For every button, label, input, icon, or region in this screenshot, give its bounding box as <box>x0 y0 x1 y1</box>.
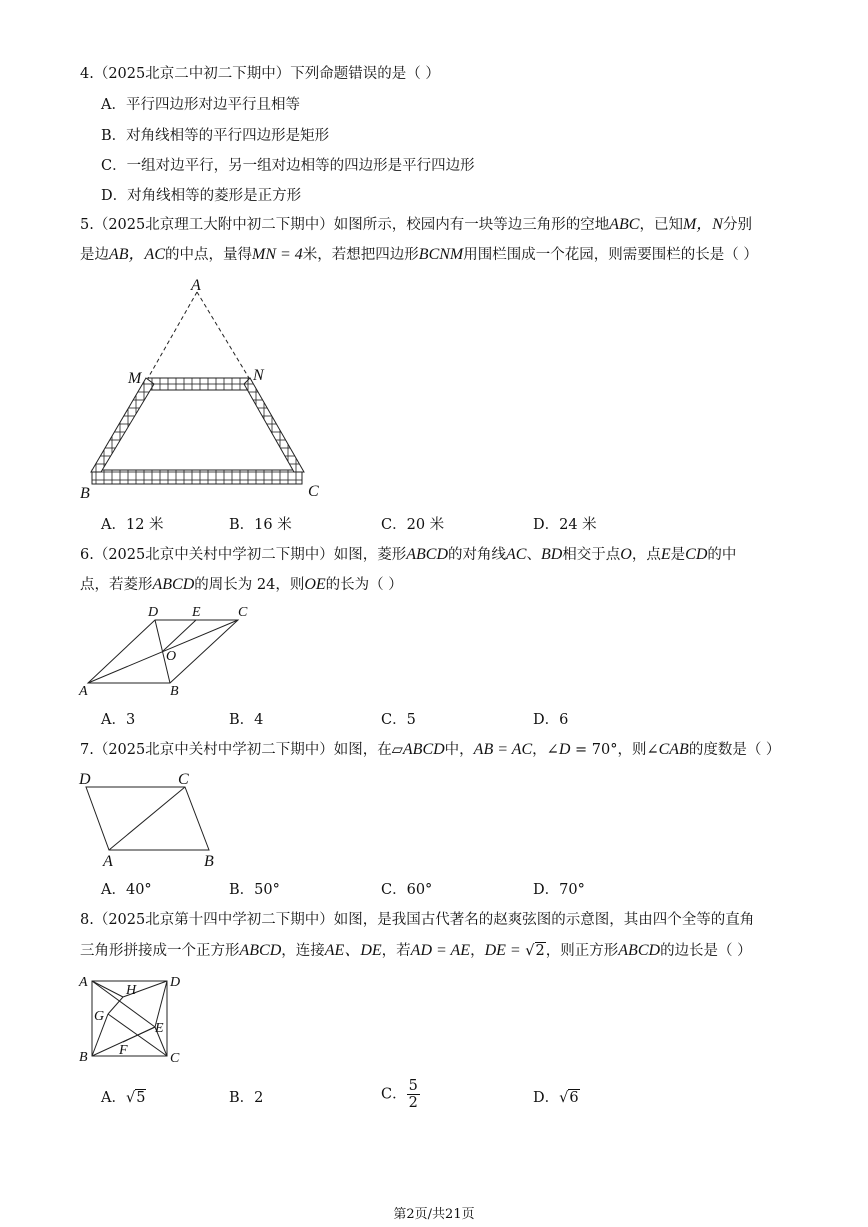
q8-label-b: B <box>79 1050 88 1065</box>
q8-label-d: D <box>170 975 181 990</box>
q4-option-c: C．一组对边平行，另一组对边相等的四边形是平行四边形 <box>101 158 475 174</box>
q8-label-h: H <box>126 983 137 998</box>
q4-option-a: A．平行四边形对边平行且相等 <box>101 97 300 113</box>
page-footer: 第2页/共21页 <box>393 1207 475 1222</box>
q6-answer-c: C．5 <box>381 712 416 728</box>
q6-label-e: E <box>192 605 201 620</box>
q5-stem-line1: 5.（2025北京理工大附中初二下期中）如图所示，校园内有一块等边三角形的空地ABC，已知M，N分别 <box>80 216 752 233</box>
q6-label-o: O <box>166 649 177 664</box>
q7-parallelogram-figure <box>86 787 209 850</box>
q6-label-c: C <box>238 605 248 620</box>
q6-label-b: B <box>170 684 179 699</box>
q8-stem-line2: 三角形拼接成一个正方形ABCD，连接AE、DE，若AD = AE，DE = √2，则正方形ABCD的边长是（ ） <box>80 942 752 959</box>
q8-label-c: C <box>170 1051 180 1066</box>
q5-label-n: N <box>253 367 264 384</box>
q5-answer-d: D．24 米 <box>533 517 597 533</box>
q7-answer-c: C．60° <box>381 882 433 898</box>
q8-answer-a: A．√5 <box>101 1090 146 1106</box>
q7-label-a: A <box>103 853 113 870</box>
q6-stem-line2: 点，若菱形ABCD的周长为 24，则OE的长为（ ） <box>80 576 403 593</box>
q4-stem: 4.（2025北京二中初二下期中）下列命题错误的是（ ） <box>80 66 440 82</box>
q4-option-b: B．对角线相等的平行四边形是矩形 <box>101 128 330 144</box>
q5-label-c: C <box>308 483 319 500</box>
q7-answer-a: A．40° <box>101 882 152 898</box>
q8-answer-d: D．√6 <box>533 1090 579 1106</box>
q5-label-m: M <box>128 370 142 387</box>
q6-answer-a: A．3 <box>101 712 136 728</box>
q8-stem-line1: 8.（2025北京第十四中学初二下期中）如图，是我国古代著名的赵爽弦图的示意图，其由四个全等的直角 <box>80 912 755 928</box>
q8-answer-b: B．2 <box>229 1090 264 1106</box>
q7-answer-b: B．50° <box>229 882 280 898</box>
q6-label-a: A <box>79 684 88 699</box>
q7-answer-d: D．70° <box>533 882 585 898</box>
q8-label-f: F <box>119 1043 128 1058</box>
q5-label-b: B <box>80 485 90 502</box>
q5-answer-a: A．12 米 <box>101 517 164 533</box>
q5-stem-line2: 是边AB，AC的中点，量得MN = 4米，若想把四边形BCNM用围栏围成一个花园，则需要围栏的长是（ ） <box>80 246 758 263</box>
q5-answer-c: C．20 米 <box>381 517 445 533</box>
q6-answer-b: B．4 <box>229 712 264 728</box>
q4-option-d: D．对角线相等的菱形是正方形 <box>101 188 302 204</box>
q6-label-d: D <box>148 605 159 620</box>
q7-stem: 7.（2025北京中关村中学初二下期中）如图，在▱ABCD中，AB = AC，∠D = 70°，则∠CAB的度数是（ ） <box>80 741 781 758</box>
q8-answer-c: C． $\frac{5}{2}$ <box>381 1078 418 1111</box>
q5-label-a: A <box>191 277 201 294</box>
q6-rhombus-figure <box>88 620 238 683</box>
q7-label-b: B <box>204 853 214 870</box>
q7-label-c: C <box>178 771 189 788</box>
q7-label-d: D <box>79 771 91 788</box>
q8-label-a: A <box>79 975 88 990</box>
q8-label-e: E <box>155 1021 164 1036</box>
q5-answer-b: B．16 米 <box>229 517 292 533</box>
q6-stem-line1: 6.（2025北京中关村中学初二下期中）如图，菱形ABCD的对角线AC、BD相交于点O，点E是CD的中 <box>80 546 737 563</box>
q6-answer-d: D．6 <box>533 712 569 728</box>
q8-label-g: G <box>94 1009 105 1024</box>
